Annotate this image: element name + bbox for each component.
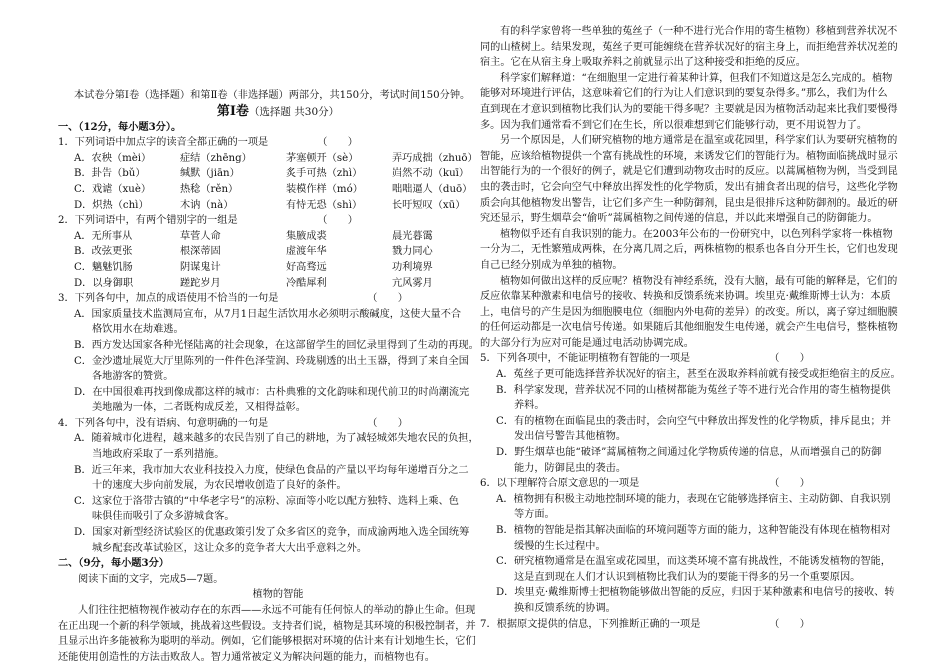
option-term: 好高骛远 [286, 261, 327, 273]
question-2-stem: 2．下列词语中，有两个错别字的一组是 [58, 215, 238, 227]
paragraph-line: 且显示出许多能被称为聪明的举动。例如，它们能够根据对环境的估计来有计划地生长，它们 [58, 636, 476, 648]
paragraph-line: 的任何运动都是一次电信号传递。如果随后其他细胞发生电传递，就会产生电信号，整株植物 [480, 322, 898, 334]
paragraph-line: 究还显示，野生烟草会“偷听”蒿属植物之间传递的信息，并以此来增强自己的防御能力。 [480, 213, 878, 225]
article-title: 植物的智能 [252, 589, 304, 601]
article-paragraph [480, 227, 920, 274]
reading-instruction: 阅读下面的文字，完成5—7题。 [78, 573, 224, 585]
answer-blank: （ ） [317, 137, 358, 149]
paragraph-line: 的大部分行为应对可能是通过电活动协调完成。 [480, 337, 694, 349]
article-paragraph [480, 274, 920, 352]
option-term: D．炽热（chì） [74, 199, 149, 211]
option-line: 美地融为一体，二者既构成反差，又相得益彰。 [92, 402, 306, 414]
option-term: D．以身御职 [74, 277, 134, 289]
option-line: 换和反馈系统的协调。 [514, 602, 616, 614]
option-term: 阴谋鬼计 [180, 261, 221, 273]
section-title-main: 第Ⅰ卷 [216, 103, 249, 119]
answer-blank: （ ） [317, 215, 358, 227]
option-line: 缓慢的生长过程中。 [514, 540, 606, 552]
option-line: 这是直到现在人们才认识到植物比我们认为的要能干得多的另一个重要原因。 [514, 571, 861, 583]
option-line: C．这家位于洛带古镇的“中华老字号”的凉粉、凉面等小吃以配方独特、选料上乘、色 [74, 495, 459, 507]
question-5 [480, 351, 920, 367]
paragraph-line: 自己已经分别成为单独的植物。 [480, 259, 623, 271]
answer-blank: （ ） [367, 293, 408, 305]
exam-intro: 本试卷分第Ⅰ卷（选择题）和第Ⅱ卷（非选择题）两部分，共150分，考试时间150分钟。 [74, 90, 471, 101]
paragraph-line: 植物如何做出这样的反应呢？植物没有神经系统，没有大脑，最有可能的解释是，它们的 [500, 275, 898, 287]
part-two-heading: 二、（9分，每小题3分） [58, 557, 169, 570]
paragraph-line: 一分为二，无性繁殖成两株，在分离几周之后，两株植物的根系也各自分开生长，它们也发现 [480, 244, 898, 256]
option-row [58, 166, 498, 182]
paragraph-line: 有的科学家曾将一些单独的菟丝子（一种不进行光合作用的寄生植物）移植到营养状况不 [500, 26, 898, 37]
option-line: B．西方发达国家各种光怪陆离的社会现象，在这部留学生的回忆录里得到了生动的再现。 [74, 339, 479, 351]
option-line: A．植物拥有积极主动地控制环境的能力，表现在它能够选择宿主、主动防御、自我识别 [496, 493, 891, 505]
question-1-stem: 1．下列词语中加点字的读音全都正确的一项是 [58, 137, 269, 149]
option-term: A．农秧（mèi） [74, 152, 152, 164]
question-3-stem: 3．下列各句中，加点的成语使用不恰当的一句是 [58, 293, 279, 305]
option-line: C．金沙遗址展览大厅里陈列的一件件色泽莹润、玲珑剔透的出土玉器，得到了来自全国 [74, 355, 469, 367]
question-4-options [58, 431, 498, 556]
option-row [58, 229, 498, 245]
option-line: 各地游客的赞赏。 [92, 371, 174, 383]
option-line: 当地政府采取了一系列措施。 [92, 449, 225, 461]
answer-blank: （ ） [769, 353, 810, 365]
article-paragraph [480, 24, 920, 71]
option-term: 蹉跎岁月 [180, 277, 221, 289]
question-6-stem: 6．以下理解符合原文意思的一项是 [480, 478, 640, 490]
option-line: B．科学家发现，营养状况不同的山楂树都能为菟丝子等不进行光合作用的寄生植物提供 [496, 384, 891, 396]
option-term: C．魑魅饥肠 [74, 261, 133, 273]
question-3 [58, 291, 498, 307]
option-term: 长吁短叹（xū） [392, 199, 466, 211]
answer-blank: （ ） [769, 618, 810, 630]
option-line: 格饮用水在劫难逃。 [92, 324, 184, 336]
paragraph-line: 宿主。它在从宿主身上吸取养料之前就显示出了这种接受和拒绝的反应。 [480, 57, 806, 69]
option-row [58, 244, 498, 260]
option-line: 发出信号警告其他植物。 [514, 431, 627, 443]
question-4 [58, 416, 498, 432]
paragraph-line: 在正出现一个新的科学领域，挑战着这些假设。支持者们说，植物是其环境的积极控制者，并 [58, 620, 476, 632]
option-line: A．菟丝子更可能选择营养状况好的宿主，甚至在汲取养料前就有接受或拒绝宿主的反应。 [496, 369, 901, 381]
paragraph-line: 科学家们解释道：“在细胞里一定进行着某种计算，但我们不知道这是怎么完成的。植物 [500, 72, 893, 84]
option-term: 草菅人命 [180, 230, 221, 242]
paragraph-line: 还能使用创造性的方法击败敌人。智力通常被定义为解决问题的能力，而植物也有。 [58, 651, 435, 663]
option-line: D．国家对新型经济试验区的优惠政策引发了众多省区的竞争，而成渝两地入选全国统筹 [74, 527, 470, 539]
article-paragraph [480, 133, 920, 227]
question-2 [58, 213, 498, 229]
option-line: D．在中国很难再找到像成都这样的城市：古朴典雅的文化韵味和现代前卫的时尚潮流完 [74, 386, 470, 398]
paragraph-line: 多。因为我们通常看不到它们在生长，所以很难想到它们能够行动，更不用说智力了。 [480, 119, 868, 131]
option-term: B．改弦更张 [74, 246, 133, 258]
option-term: 木讷（nà） [180, 199, 234, 211]
right-column [480, 24, 920, 632]
option-term: 症结（zhēng） [180, 152, 252, 164]
paragraph-line: 反应依靠某种激素和电信号的接收、转换和反馈系统来协调。埃里克·戴维斯博士认为：本质 [480, 291, 891, 303]
paragraph-line: 同的山楂树上。结果发现，菟丝子更可能缠绕在营养状况好的宿主身上，而拒绝营养状况差的 [480, 41, 898, 53]
option-line: D．埃里克·戴维斯博士把植物能够做出智能的反应，归因于某种激素和电信号的接收、转 [496, 587, 895, 599]
paragraph-line: 虫的袭击时，它会向空气中释放出挥发性的化学物质，发出有捕食者出现的信号，这些化学物 [480, 181, 898, 193]
option-term: 热稔（rěn） [180, 183, 239, 195]
option-term: B．卦告（bǔ） [74, 168, 146, 180]
question-7 [480, 617, 920, 633]
question-3-options [58, 307, 498, 416]
paragraph-line: 直到现在才意识到植物比我们认为的要能干得多呢？主要就是因为植物活动起来比我们要慢得 [480, 103, 898, 115]
option-term: 茅塞顿开（sè） [286, 152, 359, 164]
option-line: A．国家质量技术监测局宣布，从7月1日起生活饮用水必须明示酸碱度，这使大量不合 [74, 308, 462, 320]
option-line: C．研究植物通常是在温室或花园里，而这类环境不富有挑战性，不能诱发植物的智能， [496, 556, 891, 568]
paragraph-line: 质会向其他植物发出警告，让它们多产生一种防御剂，昆虫是很排斥这种防御剂的。最近的研 [480, 197, 898, 209]
option-line: B．近三年来，我市加大农业科技投入力度，使绿色食品的产量以平均每年递增百分之二 [74, 464, 469, 476]
paragraph-line: 智能，应该给植物提供一个富有挑战性的环境，来诱发它们的智能行为。植物面临挑战时显示 [480, 150, 898, 162]
option-line: 味俱佳而吸引了众多游城食客。 [92, 511, 235, 523]
option-term: 晨光暮霭 [392, 230, 433, 242]
question-5-options [480, 367, 920, 476]
option-term: 集腋成裘 [286, 230, 327, 242]
option-term: A．无所事从 [74, 230, 133, 242]
option-row [58, 260, 498, 276]
option-line: 养料。 [514, 400, 545, 412]
option-line: D．野生烟草也能“破译”蒿属植物之间通过化学物质传递的信息，从而增强自己的防御 [496, 447, 882, 459]
option-row [58, 182, 498, 198]
option-term: 缄默（jiān） [180, 168, 240, 180]
option-line: 城乡配套改革试验区，这让众多的竞争者大大出乎意料之外。 [92, 542, 368, 554]
option-term: 戮力同心 [392, 246, 433, 258]
question-7-stem: 7．根据原文提供的信息，下列推断正确的一项是 [480, 618, 701, 630]
part-one-heading: 一、（12分，每小题3分）。 [58, 120, 182, 133]
option-term: C．戏谑（xuè） [74, 183, 152, 195]
option-term: 装模作样（mó） [286, 183, 363, 195]
option-row [58, 151, 498, 167]
option-term: 功利境界 [392, 261, 433, 273]
option-term: 虚渡年华 [286, 246, 327, 258]
answer-blank: （ ） [769, 478, 810, 490]
answer-blank: （ ） [367, 417, 408, 429]
article-paragraph [58, 603, 498, 665]
section-title-sub: （选择题 共30分） [248, 105, 340, 118]
option-term: 岿然不动（kuī） [392, 168, 470, 180]
option-line: 等方面。 [514, 509, 555, 521]
question-1-options [58, 151, 498, 213]
paragraph-line: 上，电信号的产生是因为细胞膜电位（细胞内外电荷的差异）的改变。所以，离子穿过细胞膜 [480, 306, 898, 318]
paragraph-line: 能够对环境进行评估，这意味着它们的行为让人们意识到的要复杂得多。”那么，我们为什么 [480, 88, 888, 100]
article-paragraph [480, 71, 920, 133]
paragraph-line: 人们往往把植物视作被动存在的东西——永远不可能有任何惊人的举动的静止生命。但现 [78, 605, 476, 616]
option-term: 冷酷犀利 [286, 277, 327, 289]
option-line: 能力，防御昆虫的袭击。 [514, 462, 627, 474]
section-title [58, 104, 498, 120]
question-5-stem: 5．下列各项中，不能证明植物有智能的一项是 [480, 353, 691, 365]
option-line: 十的速度大步向前发展，为农民增收创造了良好的条件。 [92, 480, 347, 492]
option-term: 有恃无恐（shì） [286, 199, 363, 211]
question-6-options [480, 492, 920, 617]
option-term: 咄咄逼人（duō） [392, 183, 473, 195]
option-row [58, 198, 498, 214]
question-2-options [58, 229, 498, 291]
option-line: A．随着城市化进程，越来越多的农民告别了自己的耕地，为了减轻城郊失地农民的负担， [74, 433, 479, 445]
option-row [58, 276, 498, 292]
left-column [58, 0, 498, 665]
option-line: C．有的植物在面临昆虫的袭击时，会向空气中释放出挥发性的化学物质，排斥昆虫；并 [496, 415, 891, 427]
paragraph-line: 出智能行为的一个很好的例子，就是它们遭到动物攻击时的反应。以蒿属植物为例，当受到昆 [480, 166, 898, 178]
paragraph-line: 另一个原因是，人们研究植物的地方通常是在温室或花园里，科学家们认为要研究植物的 [500, 135, 898, 147]
option-term: 炙手可热（zhì） [286, 168, 363, 180]
option-term: 亢风雾月 [392, 277, 433, 289]
option-line: B．植物的智能是指其解决面临的环境问题等方面的能力，这种智能没有体现在植物相对 [496, 525, 891, 536]
question-1 [58, 135, 498, 151]
question-6 [480, 476, 920, 492]
paragraph-line: 植物似乎还有自我识别的能力。在2003年公布的一份研究中，以色列科学家将一株植物 [500, 228, 893, 240]
option-term: 弄巧成拙（zhuō） [392, 152, 478, 164]
option-term: 根深蒂固 [180, 246, 221, 258]
question-4-stem: 4．下列各句中，没有语病、句意明确的一句是 [58, 417, 269, 429]
